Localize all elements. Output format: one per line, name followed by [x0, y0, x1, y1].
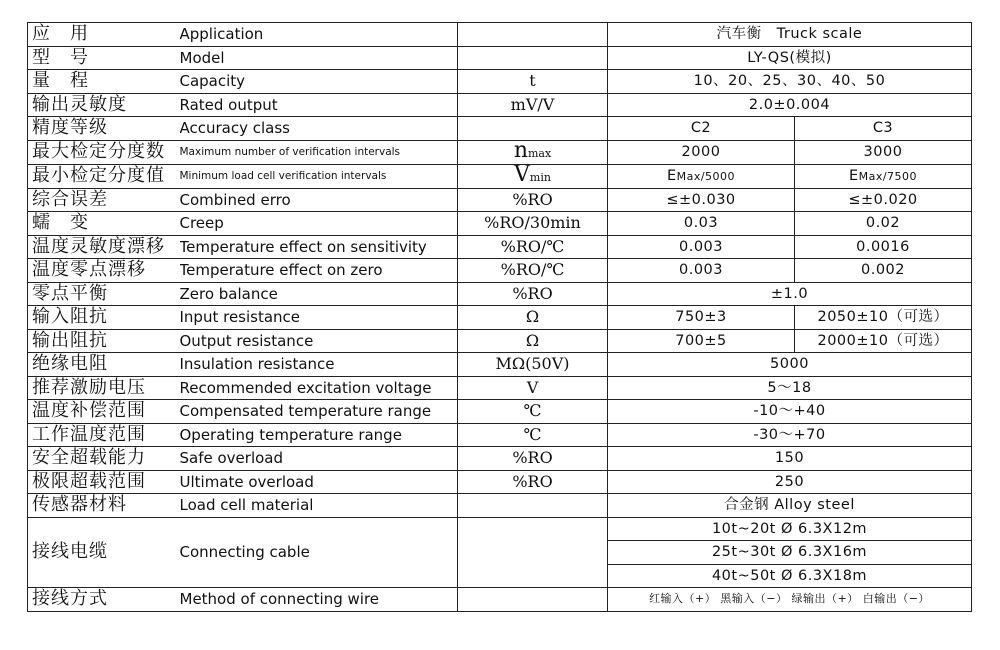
- table-row: [28, 329, 972, 353]
- row-value-c3: 0.002: [795, 259, 972, 283]
- row-label-en: Minimum load cell verification intervals: [180, 164, 458, 188]
- row-label-en: Capacity: [180, 70, 458, 94]
- row-value-c2: C2: [608, 117, 795, 141]
- row-label-zh: 精度等级: [28, 117, 180, 141]
- row-label-zh: 输出灵敏度: [28, 93, 180, 117]
- row-value-c3: [795, 164, 972, 188]
- table-row: [28, 376, 972, 400]
- row-unit: [458, 117, 608, 141]
- row-label-en: Compensated temperature range: [180, 400, 458, 424]
- cable-spec: 10t~20t Ø 6.3X12m: [608, 517, 972, 541]
- row-unit: %RO/℃: [458, 235, 608, 259]
- table-row: [28, 117, 972, 141]
- row-label-zh: 最小检定分度值: [28, 164, 180, 188]
- row-value-c2: [608, 164, 795, 188]
- table-row: [28, 494, 972, 518]
- row-label-zh: 绝缘电阻: [28, 353, 180, 377]
- row-label-zh: 传感器材料: [28, 494, 180, 518]
- row-value: ±1.0: [608, 282, 972, 306]
- row-label-en: Recommended excitation voltage: [180, 376, 458, 400]
- table-row: [28, 517, 972, 541]
- row-value-c3: C3: [795, 117, 972, 141]
- row-label-en: Output resistance: [180, 329, 458, 353]
- row-value: -10～+40: [608, 400, 972, 424]
- row-value-c3: 0.0016: [795, 235, 972, 259]
- row-unit: %RO: [458, 447, 608, 471]
- table-row: [28, 46, 972, 70]
- table-row: [28, 447, 972, 471]
- row-value-c2: 2000: [608, 140, 795, 164]
- row-label-en: Accuracy class: [180, 117, 458, 141]
- table-row: [28, 400, 972, 424]
- row-value-c3: ≤±0.020: [795, 188, 972, 212]
- row-value: 250: [608, 470, 972, 494]
- row-unit: [458, 494, 608, 518]
- table-row: [28, 588, 972, 612]
- row-label-en: Load cell material: [180, 494, 458, 518]
- row-label-zh: 输入阻抗: [28, 306, 180, 330]
- table-row: [28, 235, 972, 259]
- value-main: E: [848, 167, 859, 184]
- row-unit: V: [458, 376, 608, 400]
- row-value-c2: 0.03: [608, 212, 795, 236]
- table-row: [28, 353, 972, 377]
- row-label-zh: 输出阻抗: [28, 329, 180, 353]
- row-label-zh: 型 号: [28, 46, 180, 70]
- row-value: 红输入（+） 黑输入（−） 绿输出（+） 白输出（−）: [608, 588, 972, 612]
- row-value-optional: 2000±10（可选）: [795, 329, 972, 353]
- row-unit: ℃: [458, 400, 608, 424]
- row-value-c2: 0.003: [608, 259, 795, 283]
- row-label-en: Model: [180, 46, 458, 70]
- table-row: [28, 70, 972, 94]
- row-label-en: Safe overload: [180, 447, 458, 471]
- row-label-zh: 温度零点漂移: [28, 259, 180, 283]
- row-unit: %RO/30min: [458, 212, 608, 236]
- row-unit: %RO/℃: [458, 259, 608, 283]
- row-label-zh: 安全超载能力: [28, 447, 180, 471]
- row-unit: [458, 140, 608, 164]
- row-unit: [458, 46, 608, 70]
- table-row: [28, 212, 972, 236]
- row-label-zh: 零点平衡: [28, 282, 180, 306]
- row-label-zh: 蠕 变: [28, 212, 180, 236]
- row-value: 5000: [608, 353, 972, 377]
- row-label-zh: 工作温度范围: [28, 423, 180, 447]
- row-value: 2.0±0.004: [608, 93, 972, 117]
- row-value: 汽车衡 Truck scale: [608, 23, 972, 47]
- row-label-en: Connecting cable: [180, 517, 458, 588]
- row-value: 5～18: [608, 376, 972, 400]
- row-value-standard: 700±5: [608, 329, 795, 353]
- value-main: E: [666, 167, 677, 184]
- row-label-en: Insulation resistance: [180, 353, 458, 377]
- row-label-en: Zero balance: [180, 282, 458, 306]
- value-sub: Max/7500: [858, 169, 918, 183]
- row-label-en: Temperature effect on zero: [180, 259, 458, 283]
- table-row: [28, 306, 972, 330]
- row-label-zh: 接线电缆: [28, 517, 180, 588]
- row-unit: Ω: [458, 306, 608, 330]
- row-value: 150: [608, 447, 972, 471]
- row-label-en: Maximum number of verification intervals: [180, 140, 458, 164]
- row-value-c3: 3000: [795, 140, 972, 164]
- row-unit: ℃: [458, 423, 608, 447]
- row-unit: [458, 23, 608, 47]
- row-label-zh: 推荐激励电压: [28, 376, 180, 400]
- unit-sub: max: [527, 146, 552, 160]
- row-label-zh: 极限超载范围: [28, 470, 180, 494]
- table-row: [28, 470, 972, 494]
- row-value-optional: 2050±10（可选）: [795, 306, 972, 330]
- row-unit: MΩ(50V): [458, 353, 608, 377]
- cable-spec: 40t~50t Ø 6.3X18m: [608, 564, 972, 588]
- table-row: [28, 259, 972, 283]
- row-label-en: Application: [180, 23, 458, 47]
- row-label-en: Combined erro: [180, 188, 458, 212]
- row-label-en: Creep: [180, 212, 458, 236]
- row-unit: %RO: [458, 188, 608, 212]
- row-unit: %RO: [458, 282, 608, 306]
- unit-main: V: [514, 164, 530, 187]
- row-unit: [458, 164, 608, 188]
- table-row: [28, 188, 972, 212]
- table-row: [28, 23, 972, 47]
- row-value-standard: 750±3: [608, 306, 795, 330]
- table-row: [28, 423, 972, 447]
- cable-spec: 25t~30t Ø 6.3X16m: [608, 541, 972, 565]
- row-value: 10、20、25、30、40、50: [608, 70, 972, 94]
- row-label-zh: 应 用: [28, 23, 180, 47]
- row-unit: %RO: [458, 470, 608, 494]
- row-unit: t: [458, 70, 608, 94]
- row-unit: mV/V: [458, 93, 608, 117]
- row-label-zh: 温度补偿范围: [28, 400, 180, 424]
- row-label-en: Operating temperature range: [180, 423, 458, 447]
- row-label-zh: 综合误差: [28, 188, 180, 212]
- unit-sub: min: [529, 170, 551, 184]
- row-label-en: Ultimate overload: [180, 470, 458, 494]
- row-value: 合金钢 Alloy steel: [608, 494, 972, 518]
- table-row: [28, 140, 972, 164]
- row-unit: [458, 517, 608, 588]
- row-label-en: Input resistance: [180, 306, 458, 330]
- table-row: [28, 93, 972, 117]
- unit-main: n: [513, 140, 528, 163]
- row-label-en: Rated output: [180, 93, 458, 117]
- row-label-zh: 量 程: [28, 70, 180, 94]
- value-sub: Max/5000: [676, 169, 736, 183]
- row-value-c2: 0.003: [608, 235, 795, 259]
- spec-table: [27, 22, 972, 612]
- row-value-c2: ≤±0.030: [608, 188, 795, 212]
- row-label-zh: 接线方式: [28, 588, 180, 612]
- row-value: LY-QS(模拟): [608, 46, 972, 70]
- row-label-en: Method of connecting wire: [180, 588, 458, 612]
- table-row: [28, 282, 972, 306]
- table-row: [28, 164, 972, 188]
- row-unit: Ω: [458, 329, 608, 353]
- row-unit: [458, 588, 608, 612]
- row-value: -30～+70: [608, 423, 972, 447]
- row-label-zh: 温度灵敏度漂移: [28, 235, 180, 259]
- row-value-c3: 0.02: [795, 212, 972, 236]
- row-label-zh: 最大检定分度数: [28, 140, 180, 164]
- row-label-en: Temperature effect on sensitivity: [180, 235, 458, 259]
